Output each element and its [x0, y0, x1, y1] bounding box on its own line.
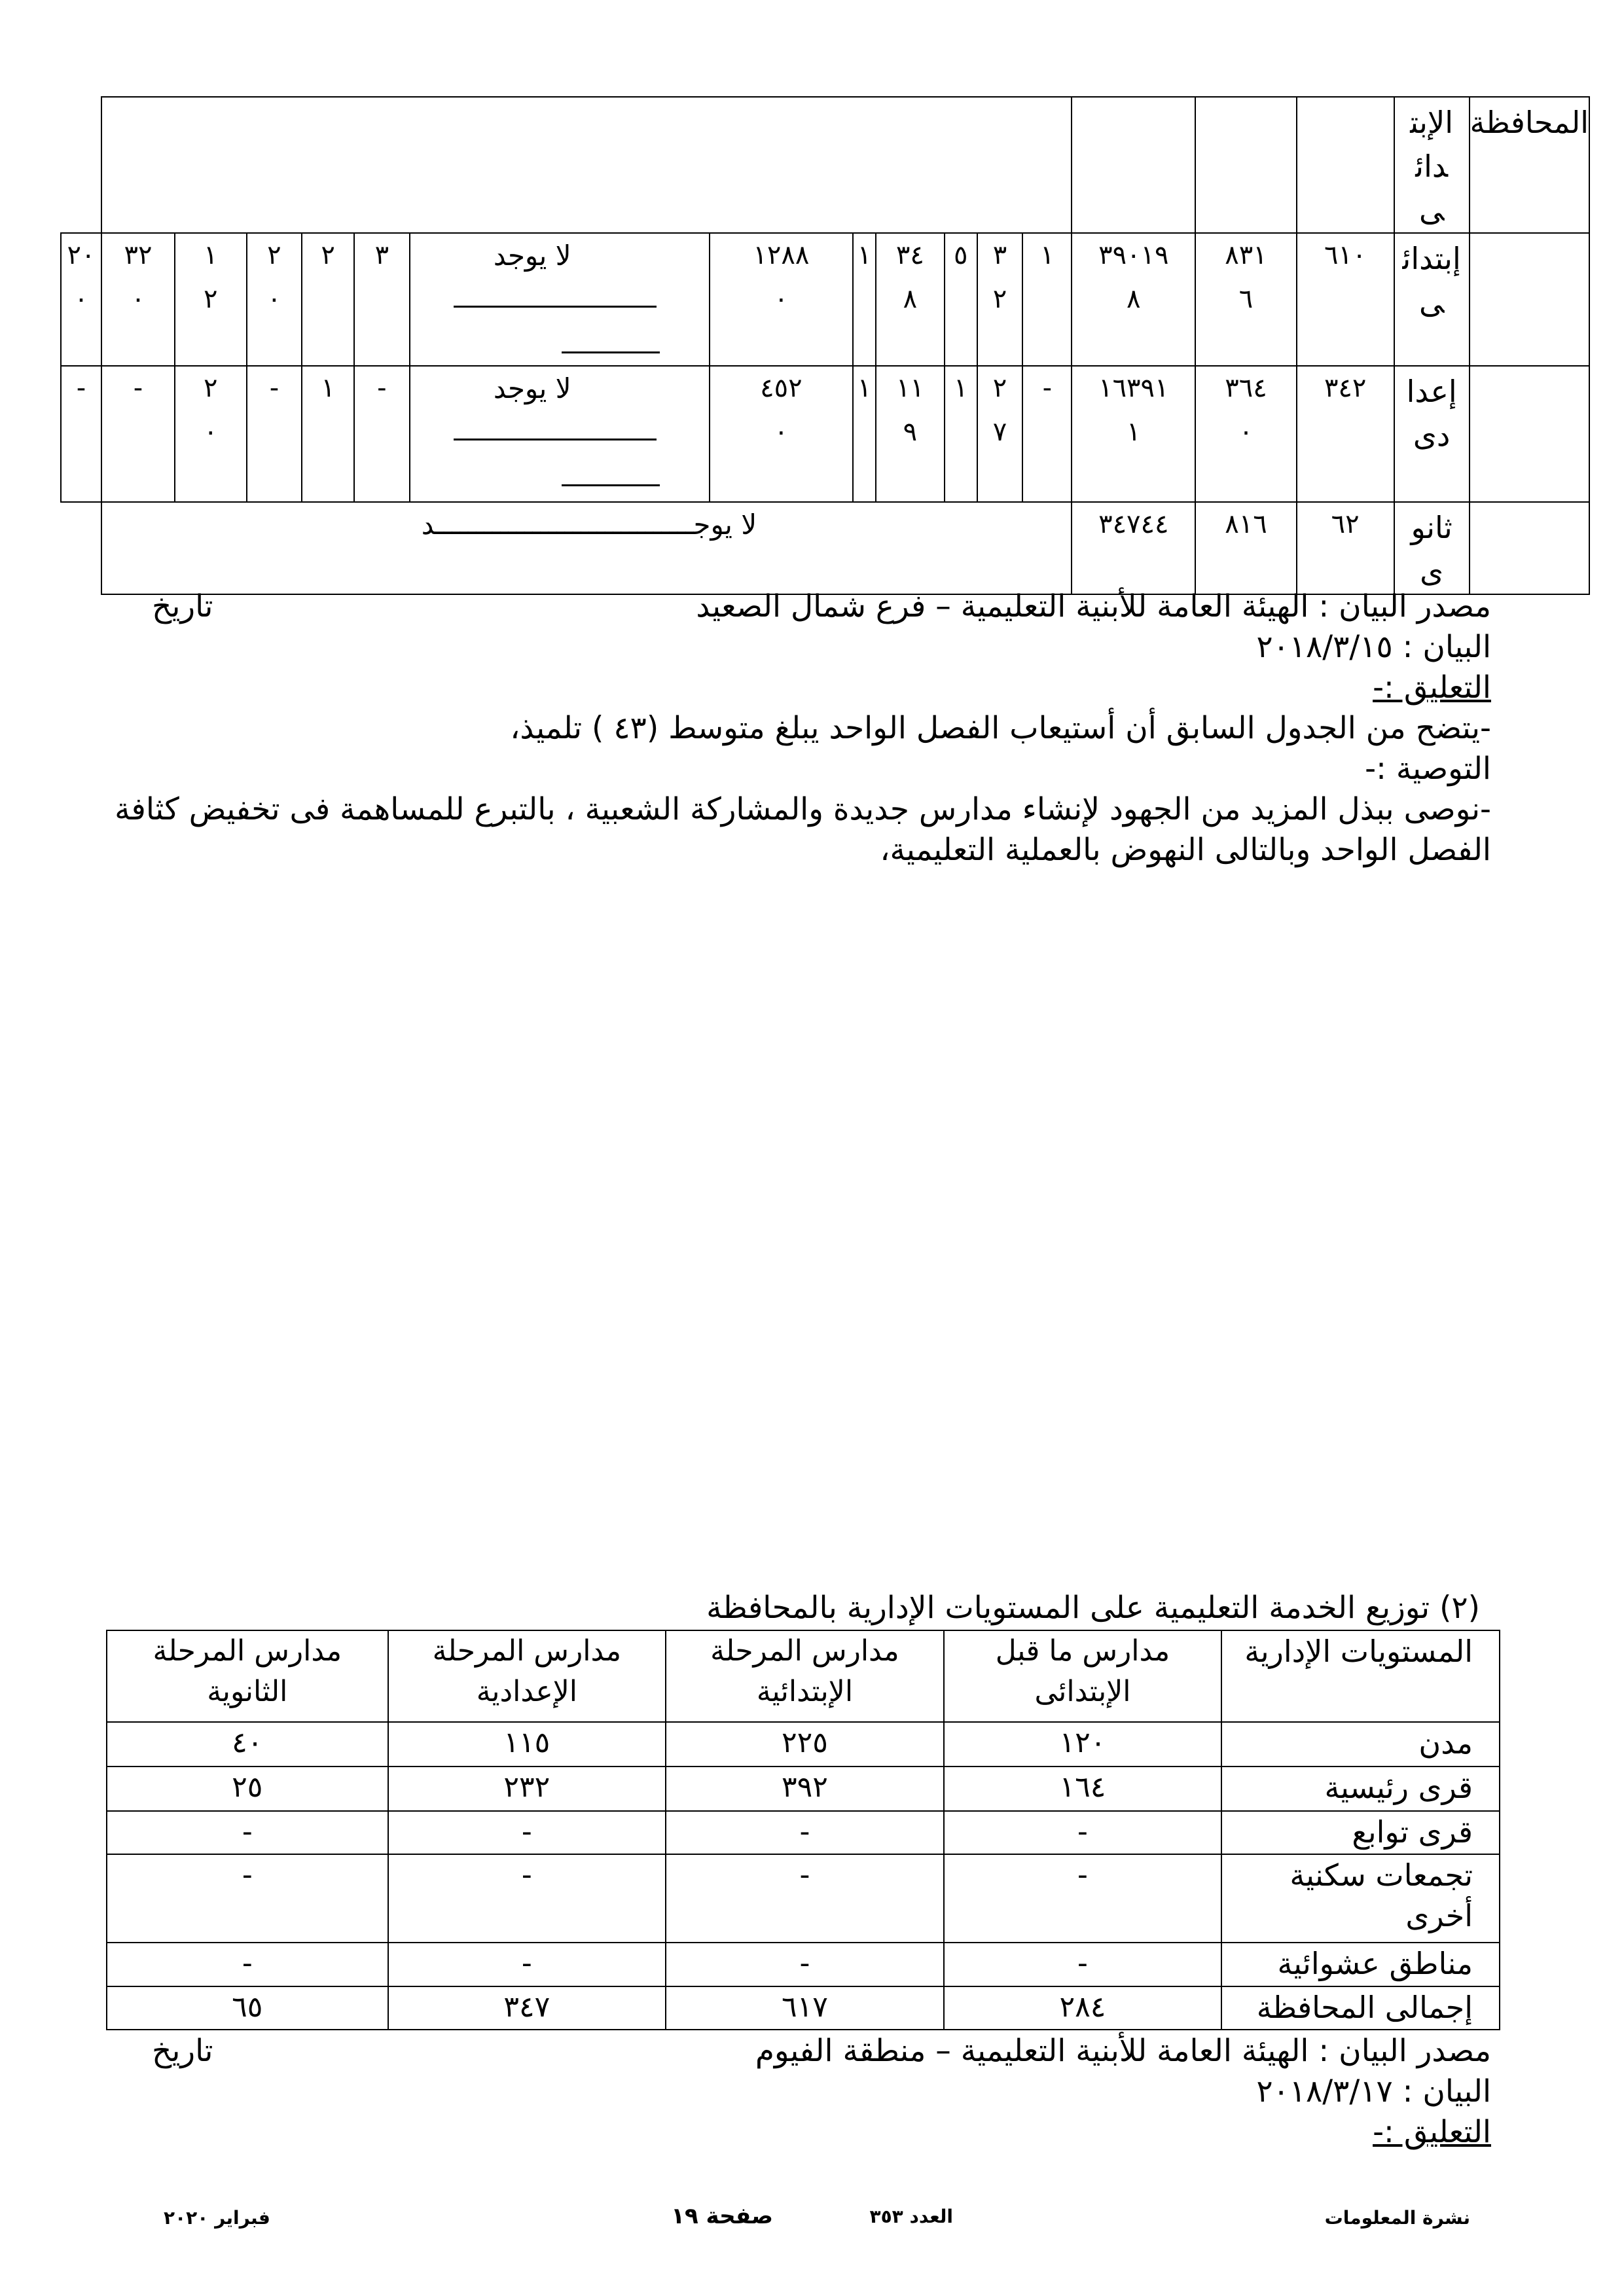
table-cell: - — [61, 366, 101, 502]
header-cell: مدارس ما قبل الإبتدائى — [944, 1630, 1221, 1722]
table-row: إجمالى المحافظة ٢٨٤ ٦١٧ ٣٤٧ ٦٥ — [107, 1986, 1500, 2030]
table-cell: ٣٤٢ — [1297, 366, 1394, 502]
date-label: تاريخ — [152, 2033, 213, 2069]
school-statistics-table — [60, 96, 1590, 595]
header-primary: الإبتدائى — [1394, 97, 1470, 233]
comment-title: التعليق :- — [1373, 2114, 1491, 2150]
table-title: (٢) توزيع الخدمة التعليمية على المستويات الإدارية بالمحافظة — [706, 1590, 1480, 1626]
table-cell: ١ — [1022, 233, 1072, 366]
table-cell: ٣٢ — [977, 233, 1023, 366]
row-label: إبتدائى — [1394, 233, 1470, 366]
table-cell: ١٢ — [175, 233, 247, 366]
table-cell: ٣ — [354, 233, 410, 366]
table-cell: ٣٤٨ — [876, 233, 945, 366]
table-cell: ٦٢ — [1297, 502, 1394, 594]
table-cell: ٨١٦ — [1195, 502, 1296, 594]
table-cell: - — [354, 366, 410, 502]
table-cell: ١ — [853, 233, 876, 366]
table-cell: ١ — [945, 366, 977, 502]
table-row: قرى توابع - - - - — [107, 1811, 1500, 1854]
table-cell: ١٦٣٩١١ — [1072, 366, 1195, 502]
table-cell: ٣٢٠ — [101, 233, 175, 366]
date-line: البيان : ٢٠١٨/٣/١٥ — [1256, 629, 1491, 665]
header-governorate: المحافظة — [1470, 97, 1589, 233]
table-row-prep — [61, 366, 1589, 502]
table-cell: ٢٠ — [247, 233, 302, 366]
table-header-row — [61, 97, 1589, 233]
source-line: مصدر البيان : الهيئة العامة للأبنية التعليمية – منطقة الفيوم — [755, 2033, 1491, 2069]
recommendation-title: التوصية :- — [1365, 751, 1491, 787]
table-cell: ١ — [302, 366, 354, 502]
recommendation-line: الفصل الواحد وبالتالى النهوض بالعملية التعليمية، — [880, 832, 1491, 868]
table-cell: ٨٣١٦ — [1195, 233, 1296, 366]
table-cell: - — [247, 366, 302, 502]
date-line: البيان : ٢٠١٨/٣/١٧ — [1256, 2073, 1491, 2109]
date-label: تاريخ — [152, 588, 213, 624]
footer-date: فبراير ٢٠٢٠ — [164, 2207, 270, 2229]
source-line: مصدر البيان : الهيئة العامة للأبنية التعليمية – فرع شمال الصعيد — [696, 588, 1491, 624]
table-cell: - — [1022, 366, 1072, 502]
table-row-secondary — [61, 502, 1589, 594]
none-cell: لا يوجــــــــــــــــــــــــــــــــد — [101, 502, 1072, 594]
footer-publication: نشرة المعلومات — [1324, 2207, 1470, 2229]
table-cell: ٢٧ — [977, 366, 1023, 502]
header-cell: مدارس المرحلة الإبتدائية — [666, 1630, 944, 1722]
table-cell: - — [101, 366, 175, 502]
recommendation-line: -نوصى ببذل المزيد من الجهود لإنشاء مدارس جديدة والمشاركة الشعبية ، بالتبرع للمساهمة فى تخفيض كثافة — [115, 791, 1491, 827]
table-cell: ٢٠٠ — [61, 233, 101, 366]
footer-page: صفحة ١٩ — [671, 2203, 773, 2229]
row-label: ثانوى — [1394, 502, 1470, 594]
footer-issue: العدد ٣٥٣ — [869, 2206, 953, 2227]
table-cell: ١ — [853, 366, 876, 502]
table-cell: ٢٠ — [175, 366, 247, 502]
table-cell: ٣٤٧٤٤ — [1072, 502, 1195, 594]
none-cell: لا يوجد — [410, 233, 710, 366]
comment-text: -يتضح من الجدول السابق أن أستيعاب الفصل الواحد يبلغ متوسط (٤٣ ) تلميذ، — [510, 710, 1491, 746]
table-cell: ٥ — [945, 233, 977, 366]
table-row: تجمعات سكنية أخرى - - - - — [107, 1854, 1500, 1943]
row-label: إعدادى — [1394, 366, 1470, 502]
table-cell: ٢ — [302, 233, 354, 366]
table-row: مدن ١٢٠ ٢٢٥ ١١٥ ٤٠ — [107, 1722, 1500, 1767]
table-cell: ١١٩ — [876, 366, 945, 502]
header-cell: مدارس المرحلة الثانوية — [107, 1630, 388, 1722]
table-row: قرى رئيسية ١٦٤ ٣٩٢ ٢٣٢ ٢٥ — [107, 1767, 1500, 1811]
table-cell: ٦١٠ — [1297, 233, 1394, 366]
table-header-row — [107, 1630, 1500, 1722]
header-cell: المستويات الإدارية — [1221, 1630, 1500, 1722]
table-cell: ٤٥٢٠ — [710, 366, 853, 502]
comment-title: التعليق :- — [1373, 670, 1491, 706]
header-cell: مدارس المرحلة الإعدادية — [388, 1630, 666, 1722]
table-row: مناطق عشوائية - - - - — [107, 1943, 1500, 1986]
table-row-primary — [61, 233, 1589, 366]
table-cell: ٣٦٤٠ — [1195, 366, 1296, 502]
none-cell: لا يوجد — [410, 366, 710, 502]
education-distribution-table — [106, 1630, 1500, 2030]
table-cell: ٣٩٠١٩٨ — [1072, 233, 1195, 366]
table-cell: ١٢٨٨٠ — [710, 233, 853, 366]
